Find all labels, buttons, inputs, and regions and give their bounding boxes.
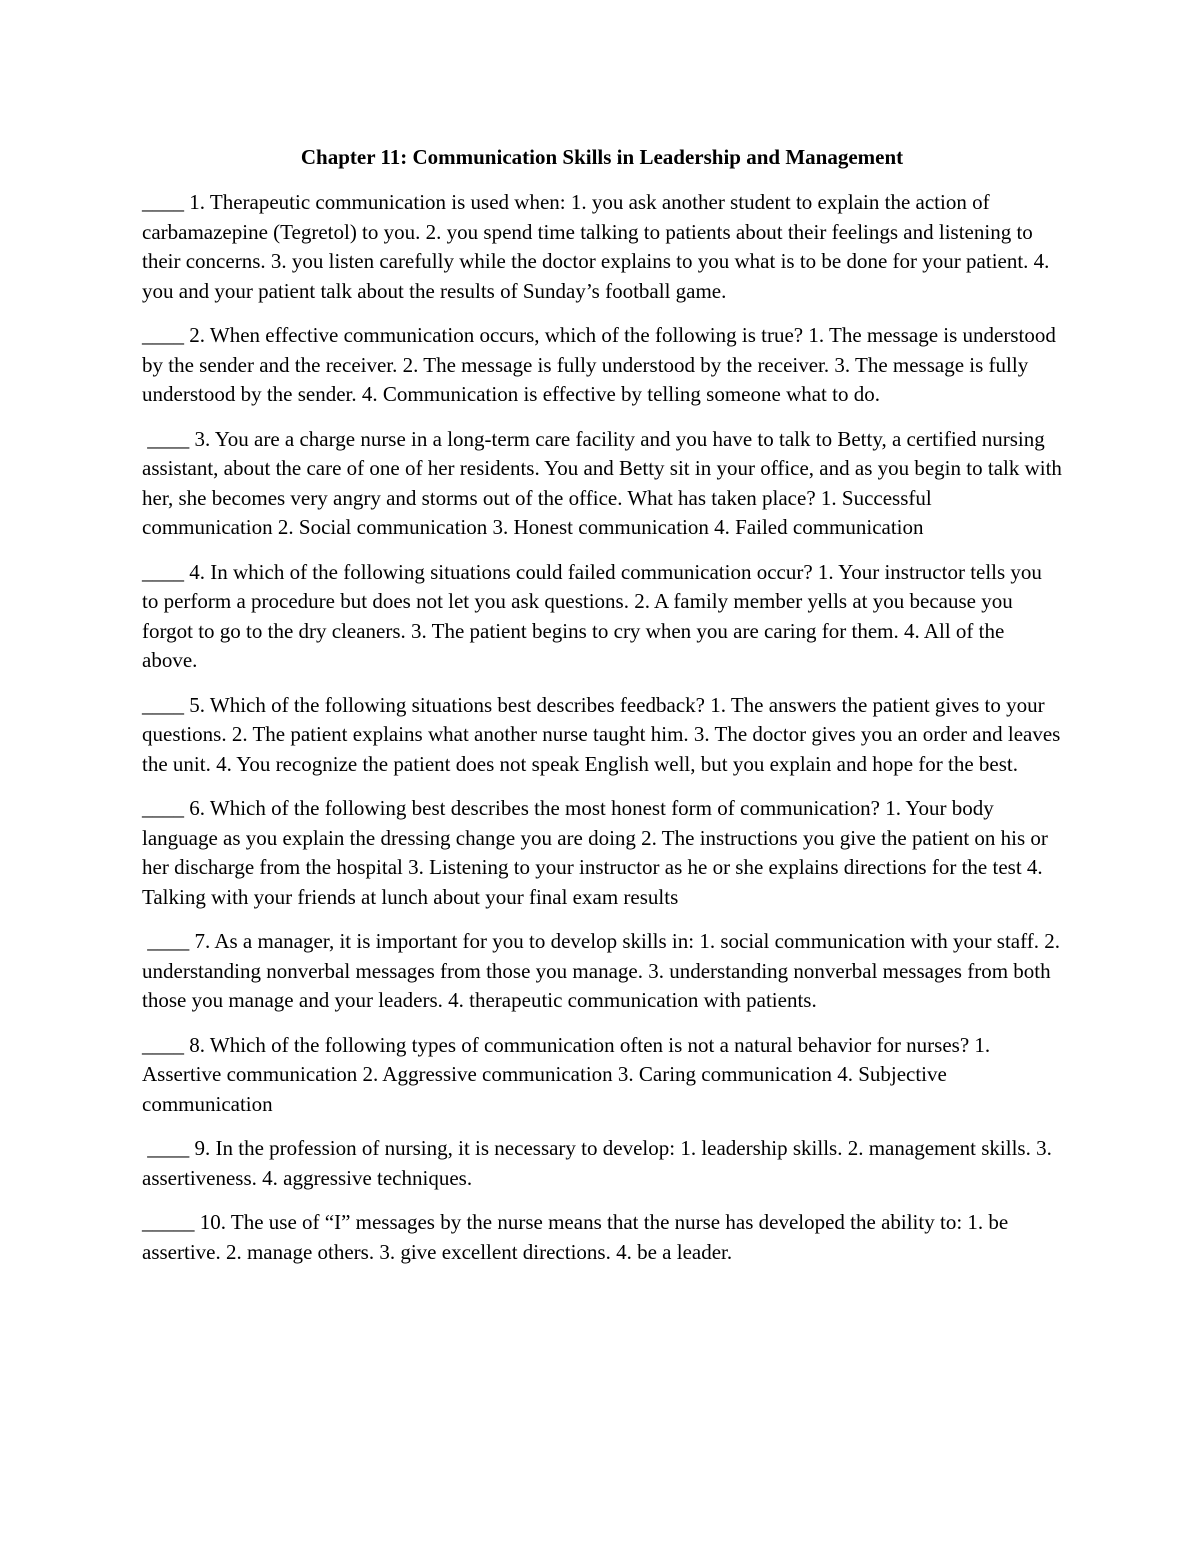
question-4 [142,558,1062,676]
question-text: 9. In the profession of nursing, it is necessary to develop: 1. leadership skills. 2. management skills. 3. assertiveness. 4. aggressive techniques. [142,1136,1052,1190]
answer-blank: ____ [142,796,184,820]
answer-blank: ____ [142,323,184,347]
question-text: 2. When effective communication occurs, which of the following is true? 1. The message is understood by the sender and the receiver. 2. The message is fully understood by the receiver. 3. The message is fully understood by the sender. 4. Communication is effective by telling someone what to do. [142,323,1056,406]
question-9 [142,1134,1062,1193]
question-7 [142,927,1062,1016]
answer-blank: ____ [142,929,190,953]
answer-blank: ____ [142,190,184,214]
question-10 [142,1208,1062,1267]
question-8 [142,1031,1062,1120]
question-2 [142,321,1062,410]
question-text: 1. Therapeutic communication is used when: 1. you ask another student to explain the action of carbamazepine (Tegretol) to you. 2. you spend time talking to patients about their feelings and listening to their concerns. 3. you listen carefully while the doctor explains to you what is to be done for your patient. 4. you and your patient talk about the results of Sunday’s football game. [142,190,1050,303]
question-text: 7. As a manager, it is important for you to develop skills in: 1. social communication with your staff. 2. understanding nonverbal messages from those you manage. 3. understanding nonverbal messages from both those you manage and your leaders. 4. therapeutic communication with patients. [142,929,1060,1012]
answer-blank: ____ [142,1136,190,1160]
answer-blank: ____ [142,426,190,451]
answer-blank: _____ [142,1210,195,1234]
answer-blank: ____ [142,1032,184,1057]
answer-blank: ____ [142,559,184,584]
question-text: 3. You are a charge nurse in a long-term care facility and you have to talk to Betty, a certified nursing assistant, about the care of one of her residents. You and Betty sit in your office, and as you begin to talk with her, she becomes very angry and storms out of the office. What has taken place? 1. Successful communication 2. Social communication 3. Honest communication 4. Failed communication [142,426,1062,539]
question-6 [142,794,1062,912]
page-title: Chapter 11: Communication Skills in Leadership and Management [300,145,904,169]
question-text: 6. Which of the following best describes the most honest form of communication? 1. Your body language as you explain the dressing change you are doing 2. The instructions you give the patient on his or her discharge from the hospital 3. Listening to your instructor as he or she explains directions for the test 4. Talking with your friends at lunch about your final exam results [142,796,1048,909]
question-text: 8. Which of the following types of communication often is not a natural behavior for nurses? 1. Assertive communication 2. Aggressive communication 3. Caring communication 4. Subjective communication [142,1032,991,1116]
question-text: 4. In which of the following situations could failed communication occur? 1. Your instructor tells you to perform a procedure but does not let you ask questions. 2. A family member yells at you because you forgot to go to the dry cleaners. 3. The patient begins to cry when you are caring for them. 4. All of the above. [142,559,1042,672]
answer-blank: ____ [142,692,184,717]
question-1 [142,188,1062,306]
question-text: 10. The use of “I” messages by the nurse means that the nurse has developed the ability to: 1. be assertive. 2. manage others. 3. give excellent directions. 4. be a leader. [142,1210,1009,1264]
question-3 [142,425,1062,543]
document-page [142,140,1062,1282]
question-5 [142,691,1062,780]
question-text: 5. Which of the following situations best describes feedback? 1. The answers the patient gives to your questions. 2. The patient explains what another nurse taught him. 3. The doctor gives you an order and leaves the unit. 4. You recognize the patient does not speak English well, but you explain and hope for the best. [142,692,1061,776]
